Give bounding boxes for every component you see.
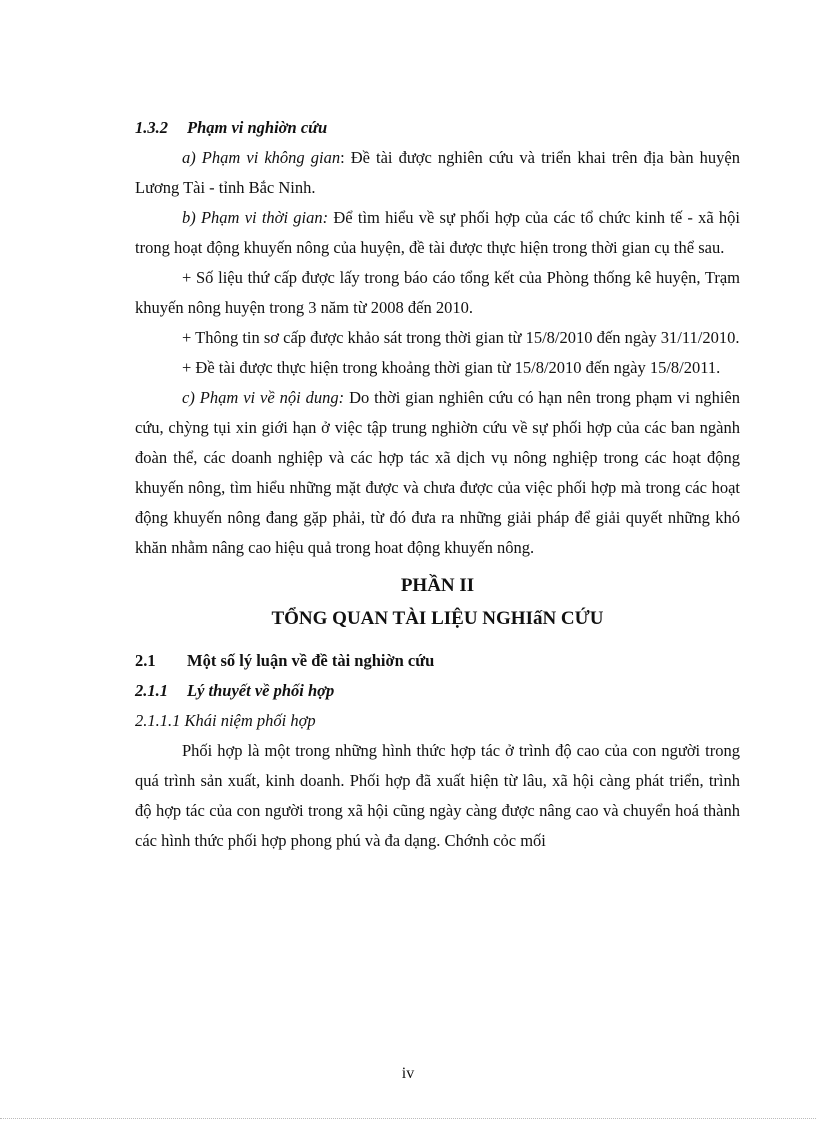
heading-title: Một số lý luận về đề tài nghiờn cứu bbox=[187, 651, 435, 670]
scope-content-label: c) Phạm vi về nội dung: bbox=[182, 388, 345, 407]
page-bottom-divider bbox=[0, 1118, 816, 1119]
scope-space-text: : Đề tài được nghiên cứu và triển khai trên địa bàn huyện Lương Tài - tỉnh Bắc Ninh. bbox=[135, 148, 740, 197]
heading-number: 2.1 bbox=[135, 651, 156, 670]
scope-time-label: b) Phạm vi thời gian: bbox=[182, 208, 329, 227]
part-label: PHẦN II bbox=[400, 575, 475, 596]
heading-number: 2.1.1 bbox=[135, 681, 168, 700]
heading-title: Phạm vi nghiờn cứu bbox=[187, 118, 328, 137]
page-number: iv bbox=[401, 1065, 415, 1082]
bullet-primary-data: + Thông tin sơ cấp được khảo sát trong thời gian từ 15/8/2010 đến ngày 31/11/2010. bbox=[182, 328, 740, 347]
paragraph-scope-space bbox=[135, 143, 740, 203]
heading-2-1 bbox=[135, 646, 740, 676]
heading-2-1-1-1: 2.1.1.1 Khái niệm phối hợp bbox=[135, 711, 316, 730]
bullet-study-period: + Đề tài được thực hiện trong khoảng thời gian từ 15/8/2010 đến ngày 15/8/2011. bbox=[182, 358, 721, 377]
heading-2-1-1 bbox=[135, 676, 740, 706]
heading-1-3-2 bbox=[135, 113, 740, 143]
paragraph-scope-content bbox=[135, 383, 740, 563]
scope-space-label: a) Phạm vi không gian bbox=[182, 148, 341, 167]
heading-title: Lý thuyết về phối hợp bbox=[187, 681, 335, 700]
paragraph-coordination-concept: Phối hợp là một trong những hình thức hợp tác ở trình độ cao của con người trong quá trình sản xuất, kinh doanh. Phối hợp đã xuất hiện từ lâu, xã hội càng phát triển, trình độ hợp tác của con người trong xã hội cũng ngày càng được nâng cao và chuyển hoá thành các hình thức phối hợp phong phú và đa dạng. Chớnh cỏc mối bbox=[135, 741, 740, 850]
scope-content-text: Do thời gian nghiên cứu có hạn nên trong phạm vi nghiên cứu, chỳng tụi xin giới hạn ở việc tập trung nghiờn cứu về sự phối hợp của các ban ngành đoàn thể, các doanh nghiệp và các hợp tác xã dịch vụ nông nghiệp trong các hoạt động khuyến nông, tìm hiểu những mặt được và chưa được của việc phối hợp mà trong các hoạt động khuyến nông đang gặp phải, từ đó đưa ra những giải pháp để giải quyết những khó khăn nhằm nâng cao hiệu quả trong hoat động khuyến nông. bbox=[135, 388, 740, 557]
bullet-secondary-data: + Số liệu thứ cấp được lấy trong báo cáo tổng kết của Phòng thống kê huyện, Trạm khuyến nông huyện trong 3 năm từ 2008 đến 2010. bbox=[135, 268, 740, 317]
part-title: TỔNG QUAN TÀI LIỆU NGHIấN CỨU bbox=[271, 608, 604, 629]
heading-number: 1.3.2 bbox=[135, 118, 168, 137]
paragraph-scope-time bbox=[135, 203, 740, 263]
page-content bbox=[135, 113, 740, 856]
scope-time-text: Để tìm hiểu về sự phối hợp của các tổ chức kinh tế - xã hội trong hoạt động khuyến nông của huyện, đề tài được thực hiện trong thời gian cụ thể sau. bbox=[135, 208, 741, 257]
